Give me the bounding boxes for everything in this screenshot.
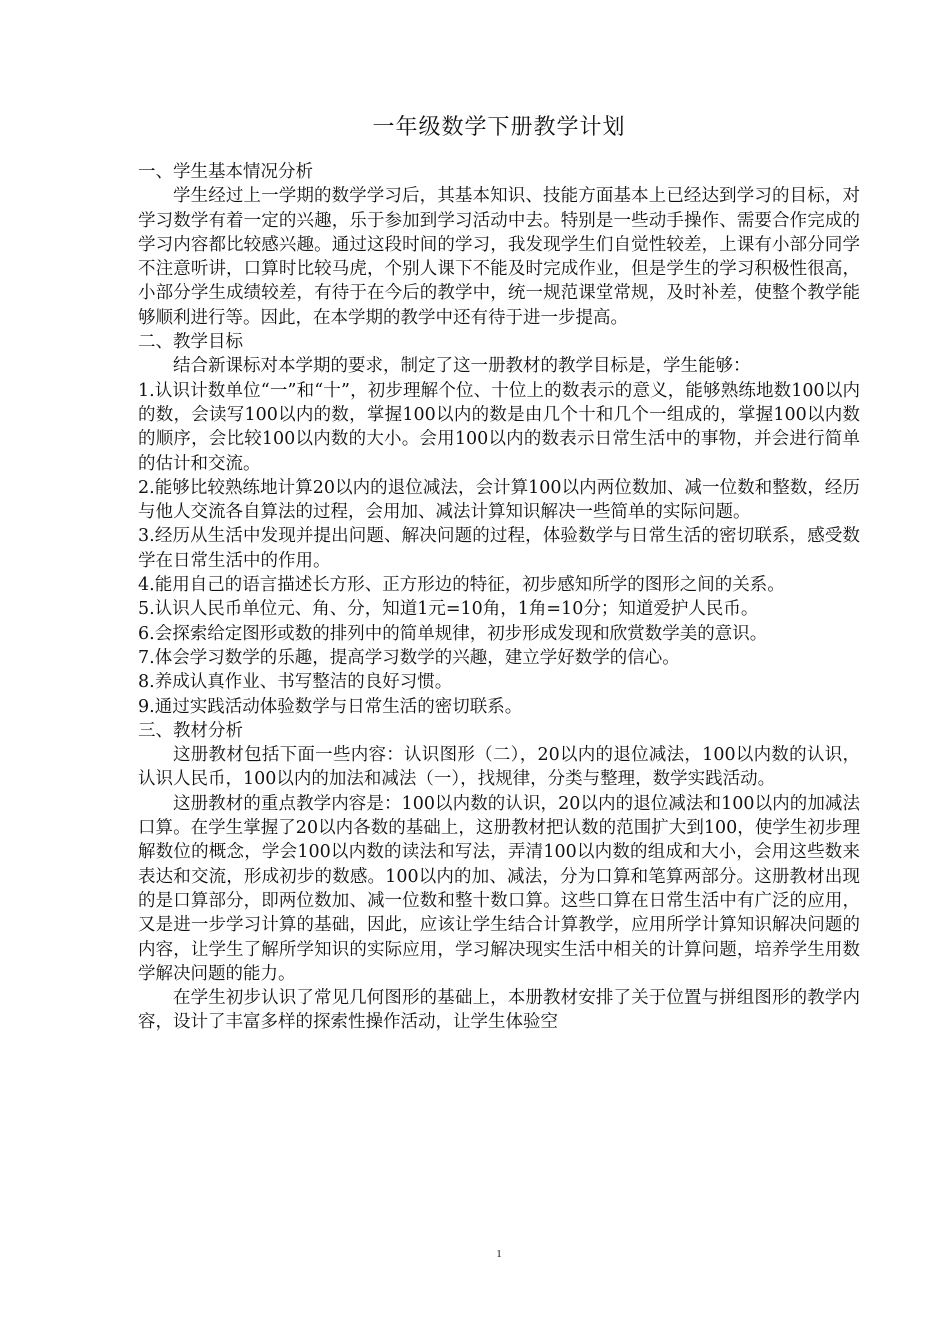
goal-item: 1.认识计数单位“一”和“十”，初步理解个位、十位上的数表示的意义，能够熟练地数100以内的数，会读写100以内的数，掌握100以内的数是由几个十和几个一组成的，掌握100以内数的顺序，会比较100以内数的大小。会用100以内的数表示日常生活中的事物，并会进行简单的估计和交流。 <box>138 380 860 474</box>
section-paragraph: 这册教材包括下面一些内容：认识图形（二），20以内的退位减法，100以内数的认识，认识人民币，100以内的加法和减法（一），找规律，分类与整理，数学实践活动。 <box>138 745 860 790</box>
goal-item: 5.认识人民币单位元、角、分，知道1元=10角，1角=10分；知道爱护人民币。 <box>138 599 759 620</box>
page-number: 1 <box>496 1248 502 1260</box>
document-body <box>138 160 860 1035</box>
goal-item: 6.会探索给定图形或数的排列中的简单规律，初步形成发现和欣赏数学美的意识。 <box>138 623 768 644</box>
goal-item: 2.能够比较熟练地计算20以内的退位减法，会计算100以内两位数加、减一位数和整数，经历与他人交流各自算法的过程，会用加、减法计算知识解决一些简单的实际问题。 <box>138 477 860 523</box>
goal-item: 8.养成认真作业、书写整洁的良好习惯。 <box>138 672 453 693</box>
goal-item: 9.通过实践活动体验数学与日常生活的密切联系。 <box>138 696 523 717</box>
goal-item: 7.体会学习数学的乐趣，提高学习数学的兴趣，建立学好数学的信心。 <box>138 647 680 668</box>
goal-item: 4.能用自己的语言描述长方形、正方形边的特征，初步感知所学的图形之间的关系。 <box>138 575 785 596</box>
section-heading-2: 二、教学目标 <box>138 332 243 353</box>
section-paragraph: 在学生初步认识了常见几何图形的基础上，本册教材安排了关于位置与拼组图形的教学内容，设计了丰富多样的探索性操作活动，让学生体验空 <box>138 988 860 1033</box>
section-heading-3: 三、教材分析 <box>138 720 243 741</box>
section-intro: 结合新课标对本学期的要求，制定了这一册教材的教学目标是，学生能够： <box>173 356 751 377</box>
document-title: 一年级数学下册教学计划 <box>372 115 626 140</box>
goal-item: 3.经历从生活中发现并提出问题、解决问题的过程，体验数学与日常生活的密切联系，感受数学在日常生活中的作用。 <box>138 526 860 571</box>
section-paragraph: 学生经过上一学期的数学学习后，其基本知识、技能方面基本上已经达到学习的目标，对学习数学有着一定的兴趣，乐于参加到学习活动中去。特别是一些动手操作、需要合作完成的学习内容都比较感兴趣。通过这段时间的学习，我发现学生们自觉性较差，上课有小部分同学不注意听讲，口算时比较马虎，个别人课下不能及时完成作业，但是学生的学习积极性很高，小部分学生成绩较差，有待于在今后的教学中，统一规范课堂常规，及时补差，使整个教学能够顺利进行等。因此，在本学期的教学中还有待于进一步提高。 <box>138 186 860 328</box>
section-paragraph: 这册教材的重点教学内容是：100以内数的认识，20以内的退位减法和100以内的加减法口算。在学生掌握了20以内各数的基础上，这册教材把认数的范围扩大到100，使学生初步理解数位的概念，学会100以内数的读法和写法，弄清100以内数的组成和大小，会用这些数来表达和交流，形成初步的数感。100以内的加、减法，分为口算和笔算两部分。这册教材出现的是口算部分，即两位数加、减一位数和整十数口算。这些口算在日常生活中有广泛的应用，又是进一步学习计算的基础，因此，应该让学生结合计算教学，应用所学计算知识解决问题的内容，让学生了解所学知识的实际应用，学习解决现实生活中相关的计算问题，培养学生用数学解决问题的能力。 <box>138 793 860 984</box>
section-heading-1: 一、学生基本情况分析 <box>138 162 313 182</box>
